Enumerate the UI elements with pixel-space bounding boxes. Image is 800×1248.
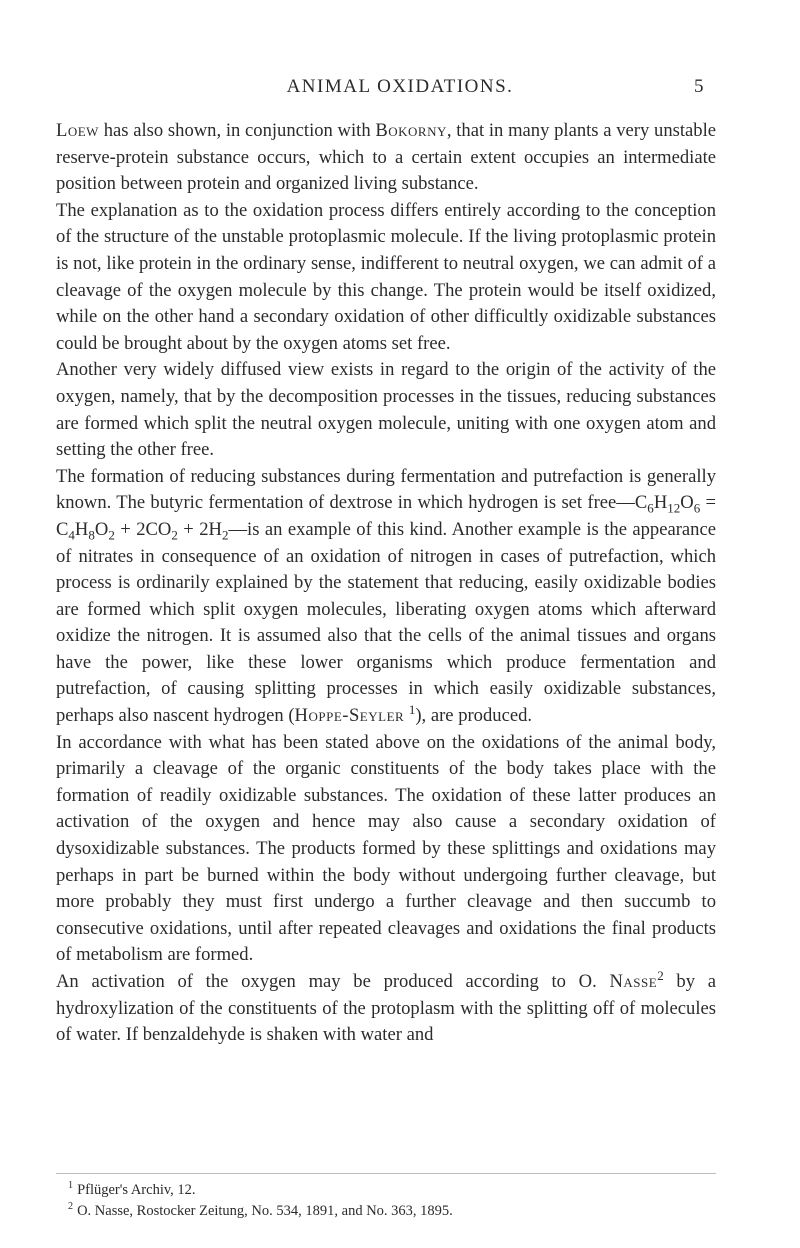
text-run: The formation of reducing substances during fermentation and putrefaction is generally known. The butyric fermentation of dextrose in which hydrogen is set free—	[56, 465, 716, 514]
eq-subscript: 2	[221, 527, 229, 543]
eq-part: C	[634, 492, 648, 514]
page-number: 5	[694, 76, 705, 97]
eq-part: H	[653, 492, 668, 514]
footnote-mark: 1	[68, 1180, 74, 1192]
eq-part: O	[680, 492, 694, 514]
paragraph-3: Another very widely diffused view exists in regard to the origin of the activity of the oxygen, namely, that by the decomposition processes in the tissues, reducing substances are formed which split the neutral oxygen molecule, uniting with one oxygen atom and setting the other free.	[56, 359, 716, 461]
paragraph-5: In accordance with what has been stated above on the oxidations of the animal body, primarily a cleavage of the organic constituents of the body takes place with the formation of readily oxidizable substances. The oxidation of these latter produces an activation of the oxygen and hence may also cause a secondary oxidation of dysoxidizable substances. The products formed by these splittings and oxidations may perhaps in part be burned within the body without undergoing further cleavage, but more probably they must first undergo a further cleavage and then succumb to consecutive oxidations, until after repeated cleavages and oxidations the final products of metabolism are formed.	[56, 731, 716, 966]
paragraph-4	[56, 464, 716, 730]
running-title: ANIMAL OXIDATIONS.	[286, 76, 514, 97]
eq-part: +	[177, 518, 200, 540]
eq-subscript: 6	[693, 501, 701, 517]
footnote-1	[68, 1180, 708, 1201]
main-text	[56, 118, 716, 1049]
eq-part: 2H	[199, 518, 222, 540]
author-name: Loew	[56, 120, 99, 141]
author-name: Nasse	[609, 971, 658, 992]
paragraph-2: The explanation as to the oxidation process differs entirely according to the conception of the structure of the unstable protoplasmic molecule. If the living protoplasmic protein is not, like protein in the ordinary sense, indifferent to neutral oxygen, we can admit of a cleavage of the oxygen molecule by this change. The protein would be itself oxidized, while on the other hand a secondary oxidation of other difficultly oxidizable substances could be brought about by the oxygen atoms set free.	[56, 199, 716, 354]
eq-part: 2CO	[136, 518, 172, 540]
footnote-2	[68, 1201, 708, 1222]
eq-subscript: 12	[667, 501, 681, 517]
eq-subscript: 8	[88, 527, 95, 543]
eq-subscript: 2	[171, 527, 178, 543]
paragraph-1	[56, 118, 716, 198]
author-name: Hoppe-Seyler	[294, 705, 405, 727]
author-name: Bokorny	[375, 120, 447, 141]
text-run: —is an example of this kind. Another example is the appearance of nitrates in consequence of an oxidation of nitrogen in cases of putrefaction, which process is ordinarily explained by the statement that reducing, easily oxidizable bodies are formed which split oxygen molecules, liberating oxygen atoms which afterward oxidize the nitrogen. It is assumed also that the cells of the animal tissues and organs have the power, like these lower organisms which produce fermentation and putrefaction, of causing splitting processes in which easily oxidizable substances, perhaps also nascent hydrogen (	[56, 518, 716, 727]
footnote-text: Pflüger's Archiv, 12.	[77, 1182, 196, 1198]
text-run: has also shown, in conjunction with	[98, 120, 376, 141]
text-run: An activation of the oxygen may be produced according to O.	[56, 971, 610, 992]
footnote-mark: 2	[68, 1201, 74, 1213]
text-run: by a hydroxylization of the constituents of the protoplasm with the splitting off of molecules of water. If benzaldehyde is shaken with water and	[56, 971, 716, 1046]
footnotes	[68, 1180, 708, 1222]
footnote-text: O. Nasse, Rostocker Zeitung, No. 534, 1891, and No. 363, 1895.	[77, 1203, 453, 1219]
eq-subscript: 2	[108, 527, 115, 543]
eq-subscript: 6	[647, 501, 654, 517]
eq-part: H	[74, 518, 89, 540]
footnote-ref[interactable]: 2	[657, 967, 664, 983]
eq-part: C	[56, 518, 69, 540]
eq-part: +	[114, 518, 137, 540]
eq-part: =	[700, 492, 716, 514]
text-run: ), are produced.	[415, 705, 533, 727]
paragraph-6	[56, 969, 716, 1049]
eq-part: O	[94, 518, 109, 540]
eq-subscript: 4	[68, 527, 75, 543]
footnote-rule	[56, 1173, 716, 1174]
text-run: , that in many plants a very unstable reserve-protein substance occurs, which to a certain extent occupies an intermediate position between protein and organized living substance.	[56, 120, 716, 195]
footnote-ref[interactable]: 1	[408, 701, 416, 717]
